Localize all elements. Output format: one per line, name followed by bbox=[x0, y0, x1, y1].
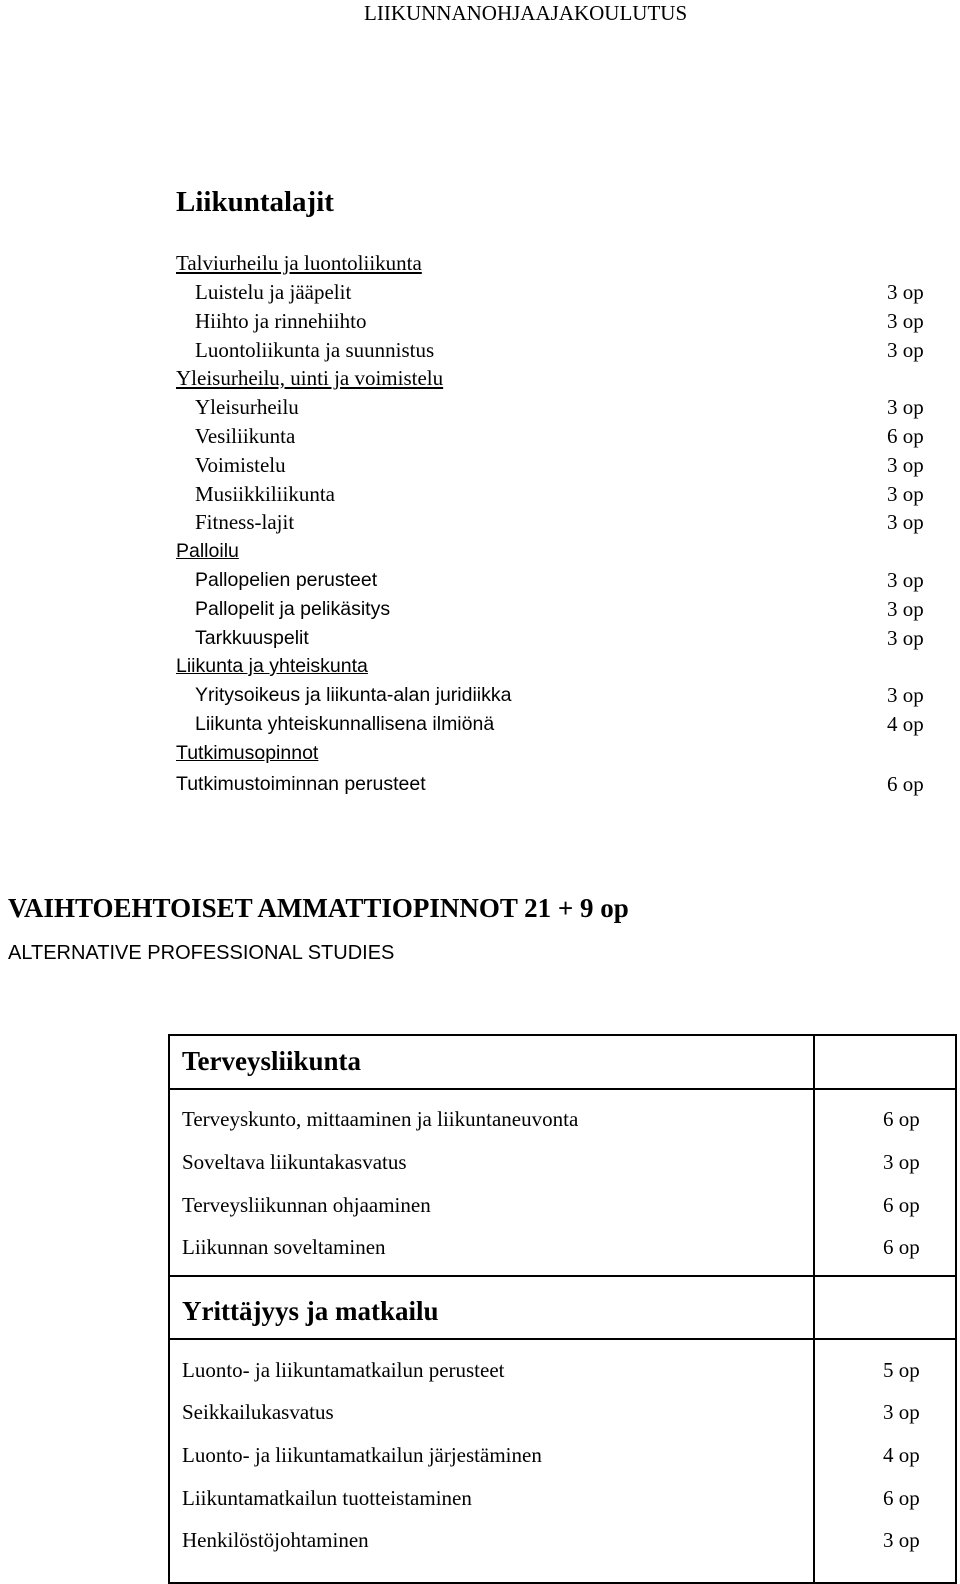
alternative-studies-subtitle: ALTERNATIVE PROFESSIONAL STUDIES bbox=[8, 942, 395, 964]
course-name: Tarkkuuspelit bbox=[195, 627, 309, 649]
course-row bbox=[170, 1483, 955, 1513]
course-credits: 6 op bbox=[883, 1486, 920, 1510]
course-name: Terveysliikunnan ohjaaminen bbox=[182, 1193, 431, 1217]
course-name: Vesiliikunta bbox=[195, 424, 296, 448]
course-credits: 4 op bbox=[887, 712, 924, 736]
course-credits: 3 op bbox=[883, 1528, 920, 1552]
course-credits: 3 op bbox=[887, 510, 924, 534]
course-name: Musiikkiliikunta bbox=[195, 482, 336, 506]
table-row-divider bbox=[170, 1088, 955, 1090]
course-name: Henkilöstöjohtaminen bbox=[182, 1528, 369, 1552]
course-name: Seikkailukasvatus bbox=[182, 1400, 334, 1424]
course-name: Terveyskunto, mittaaminen ja liikuntaneuvonta bbox=[182, 1107, 579, 1131]
course-name: Liikunta yhteiskunnallisena ilmiönä bbox=[195, 713, 495, 735]
course-row bbox=[0, 566, 960, 595]
course-name: Liikunnan soveltaminen bbox=[182, 1235, 386, 1259]
course-credits: 3 op bbox=[887, 482, 924, 506]
course-name: Luontoliikunta ja suunnistus bbox=[195, 338, 435, 362]
course-credits: 6 op bbox=[887, 424, 924, 448]
course-name: Soveltava liikuntakasvatus bbox=[182, 1150, 407, 1174]
course-credits: 3 op bbox=[887, 395, 924, 419]
course-name: Pallopelit ja pelikäsitys bbox=[195, 598, 391, 620]
category-label: Liikunta ja yhteiskunta bbox=[176, 655, 368, 677]
course-name: Luistelu ja jääpelit bbox=[195, 280, 352, 304]
course-name: Luonto- ja liikuntamatkailun järjestäminen bbox=[182, 1443, 542, 1467]
category-row bbox=[0, 249, 960, 278]
course-row bbox=[0, 422, 960, 451]
course-name: Hiihto ja rinnehiihto bbox=[195, 309, 367, 333]
course-row bbox=[0, 681, 960, 710]
course-name: Luonto- ja liikuntamatkailun perusteet bbox=[182, 1358, 505, 1382]
course-name: Tutkimustoiminnan perusteet bbox=[176, 773, 426, 795]
course-credits: 4 op bbox=[883, 1443, 920, 1467]
course-row bbox=[170, 1232, 955, 1262]
course-row bbox=[0, 710, 960, 739]
course-row bbox=[170, 1397, 955, 1427]
table-row-divider bbox=[170, 1338, 955, 1340]
category-row bbox=[0, 652, 960, 681]
course-credits: 6 op bbox=[887, 772, 924, 796]
course-name: Yritysoikeus ja liikunta-alan juridiikka bbox=[195, 684, 512, 706]
course-row bbox=[0, 278, 960, 307]
course-row bbox=[170, 1190, 955, 1220]
category-label: Tutkimusopinnot bbox=[176, 742, 319, 764]
group-title: Yrittäjyys ja matkailu bbox=[182, 1296, 439, 1326]
course-row bbox=[170, 1525, 955, 1555]
course-credits: 3 op bbox=[887, 280, 924, 304]
category-row bbox=[0, 537, 960, 566]
course-credits: 6 op bbox=[883, 1107, 920, 1131]
course-name: Yleisurheilu bbox=[195, 395, 299, 419]
course-credits: 3 op bbox=[883, 1400, 920, 1424]
alternative-studies-table bbox=[168, 1034, 957, 1584]
section-title-liikuntalajit: Liikuntalajit bbox=[176, 186, 334, 218]
course-credits: 3 op bbox=[887, 597, 924, 621]
course-name: Voimistelu bbox=[195, 453, 286, 477]
course-row bbox=[170, 1104, 955, 1134]
category-row bbox=[0, 364, 960, 393]
course-credits: 3 op bbox=[887, 309, 924, 333]
category-row bbox=[0, 739, 960, 768]
course-credits: 3 op bbox=[887, 683, 924, 707]
page-header-title: LIIKUNNANOHJAAJAKOULUTUS bbox=[364, 1, 688, 25]
category-label: Talviurheilu ja luontoliikunta bbox=[176, 251, 422, 275]
course-credits: 6 op bbox=[883, 1235, 920, 1259]
course-credits: 3 op bbox=[883, 1150, 920, 1174]
group-title: Terveysliikunta bbox=[182, 1046, 362, 1076]
course-credits: 3 op bbox=[887, 453, 924, 477]
course-row bbox=[170, 1355, 955, 1385]
course-row bbox=[0, 480, 960, 509]
course-row bbox=[0, 451, 960, 480]
course-row bbox=[170, 1147, 955, 1177]
course-row bbox=[0, 624, 960, 653]
course-row bbox=[170, 1440, 955, 1470]
course-name: Fitness-lajit bbox=[195, 510, 295, 534]
course-name: Liikuntamatkailun tuotteistaminen bbox=[182, 1486, 472, 1510]
course-row bbox=[0, 336, 960, 365]
category-label: Palloilu bbox=[176, 540, 239, 562]
course-credits: 3 op bbox=[887, 626, 924, 650]
course-row bbox=[0, 595, 960, 624]
course-row bbox=[0, 307, 960, 336]
course-credits: 5 op bbox=[883, 1358, 920, 1382]
course-name: Pallopelien perusteet bbox=[195, 569, 378, 591]
course-credits: 6 op bbox=[883, 1193, 920, 1217]
table-row-divider bbox=[170, 1275, 955, 1277]
alternative-studies-title: VAIHTOEHTOISET AMMATTIOPINNOT 21 + 9 op bbox=[8, 893, 629, 923]
course-row bbox=[0, 770, 960, 799]
course-row bbox=[0, 508, 960, 537]
course-row bbox=[0, 393, 960, 422]
course-credits: 3 op bbox=[887, 568, 924, 592]
course-credits: 3 op bbox=[887, 338, 924, 362]
category-label: Yleisurheilu, uinti ja voimistelu bbox=[176, 366, 444, 390]
